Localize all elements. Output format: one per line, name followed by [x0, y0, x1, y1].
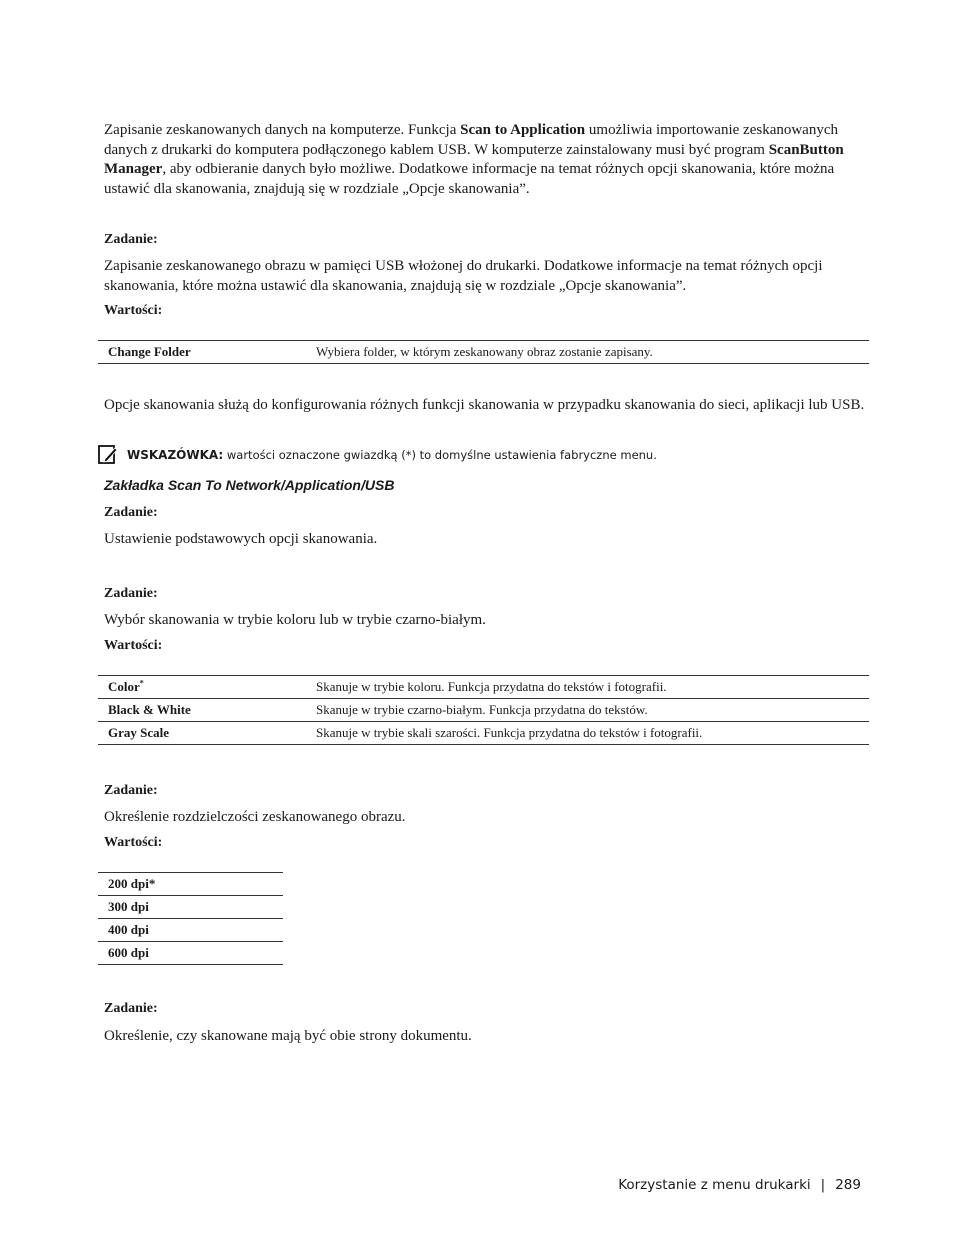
value-desc: Skanuje w trybie koloru. Funkcja przydatna do tekstów i fotografii. [306, 676, 869, 699]
resolution-task-label: Zadanie: [104, 783, 158, 798]
value-desc: Wybiera folder, w którym zeskanowany obraz zostanie zapisany. [306, 341, 869, 364]
intro-paragraph: Zapisanie zeskanowanych danych na komputerze. Funkcja Scan to Application umożliwia importowanie zeskanowanych danych z drukarki do komputera podłączonego kablem USB. W komputerze zainstalowany musi być program ScanButton Manager, aby odbieranie danych było możliwe. Dodatkowe informacje na temat różnych opcji skanowania, które można ustawić dla skanowania, znajdują się w rozdziale „Opcje skanowania”. [104, 122, 844, 197]
note-text: wartości oznaczone gwiazdką (*) to domyślne ustawienia fabryczne menu. [223, 448, 657, 462]
duplex-task-text: Określenie, czy skanowane mają być obie strony dokumentu. [104, 1028, 472, 1044]
color-values-table [98, 675, 869, 745]
value-key: 400 dpi [98, 919, 283, 942]
duplex-task-label: Zadanie: [104, 1001, 158, 1016]
resolution-values-table [98, 872, 283, 965]
usb-task-label: Zadanie: [104, 232, 158, 247]
value-desc: Skanuje w trybie czarno-białym. Funkcja przydatna do tekstów. [306, 699, 869, 722]
basic-task-text: Ustawienie podstawowych opcji skanowania. [104, 531, 378, 547]
usb-task-text: Zapisanie zeskanowanego obrazu w pamięci USB włożonej do drukarki. Dodatkowe informacje na temat różnych opcji skanowania, które można ustawić dla skanowania, znajdują się w rozdziale „Opcje skanowania”. [104, 258, 823, 294]
color-task-text: Wybór skanowania w trybie koloru lub w trybie czarno-białym. [104, 612, 486, 628]
table-row [98, 942, 283, 965]
basic-task-label: Zadanie: [104, 505, 158, 520]
value-key: Color* [98, 676, 306, 699]
usb-values-table [98, 340, 869, 364]
value-key: Black & White [98, 699, 306, 722]
tab-heading: Zakładka Scan To Network/Application/USB [104, 477, 395, 493]
value-key: Gray Scale [98, 722, 306, 745]
footer-section-title: Korzystanie z menu drukarki [618, 1177, 811, 1193]
note-label: WSKAZÓWKA: [127, 448, 224, 462]
color-values-label: Wartości: [104, 638, 163, 653]
table-row [98, 699, 869, 722]
footer-separator: | [820, 1177, 826, 1193]
table-row [98, 341, 869, 364]
value-desc: Skanuje w trybie skali szarości. Funkcja przydatna do tekstów i fotografii. [306, 722, 869, 745]
table-row [98, 873, 283, 896]
options-paragraph: Opcje skanowania służą do konfigurowania różnych funkcji skanowania w przypadku skanowania do sieci, aplikacji lub USB. [104, 397, 865, 413]
page-number: 289 [835, 1177, 861, 1193]
value-key: 300 dpi [98, 896, 283, 919]
note-pencil-icon [98, 445, 118, 465]
table-row [98, 919, 283, 942]
value-key: 200 dpi* [98, 873, 283, 896]
value-key: Change Folder [98, 341, 306, 364]
resolution-task-text: Określenie rozdzielczości zeskanowanego obrazu. [104, 809, 406, 825]
page-footer [618, 1177, 861, 1193]
value-key: 600 dpi [98, 942, 283, 965]
table-row [98, 896, 283, 919]
table-row [98, 722, 869, 745]
color-task-label: Zadanie: [104, 586, 158, 601]
note [98, 444, 657, 466]
table-row [98, 676, 869, 699]
resolution-values-label: Wartości: [104, 835, 163, 850]
usb-values-label: Wartości: [104, 303, 163, 318]
